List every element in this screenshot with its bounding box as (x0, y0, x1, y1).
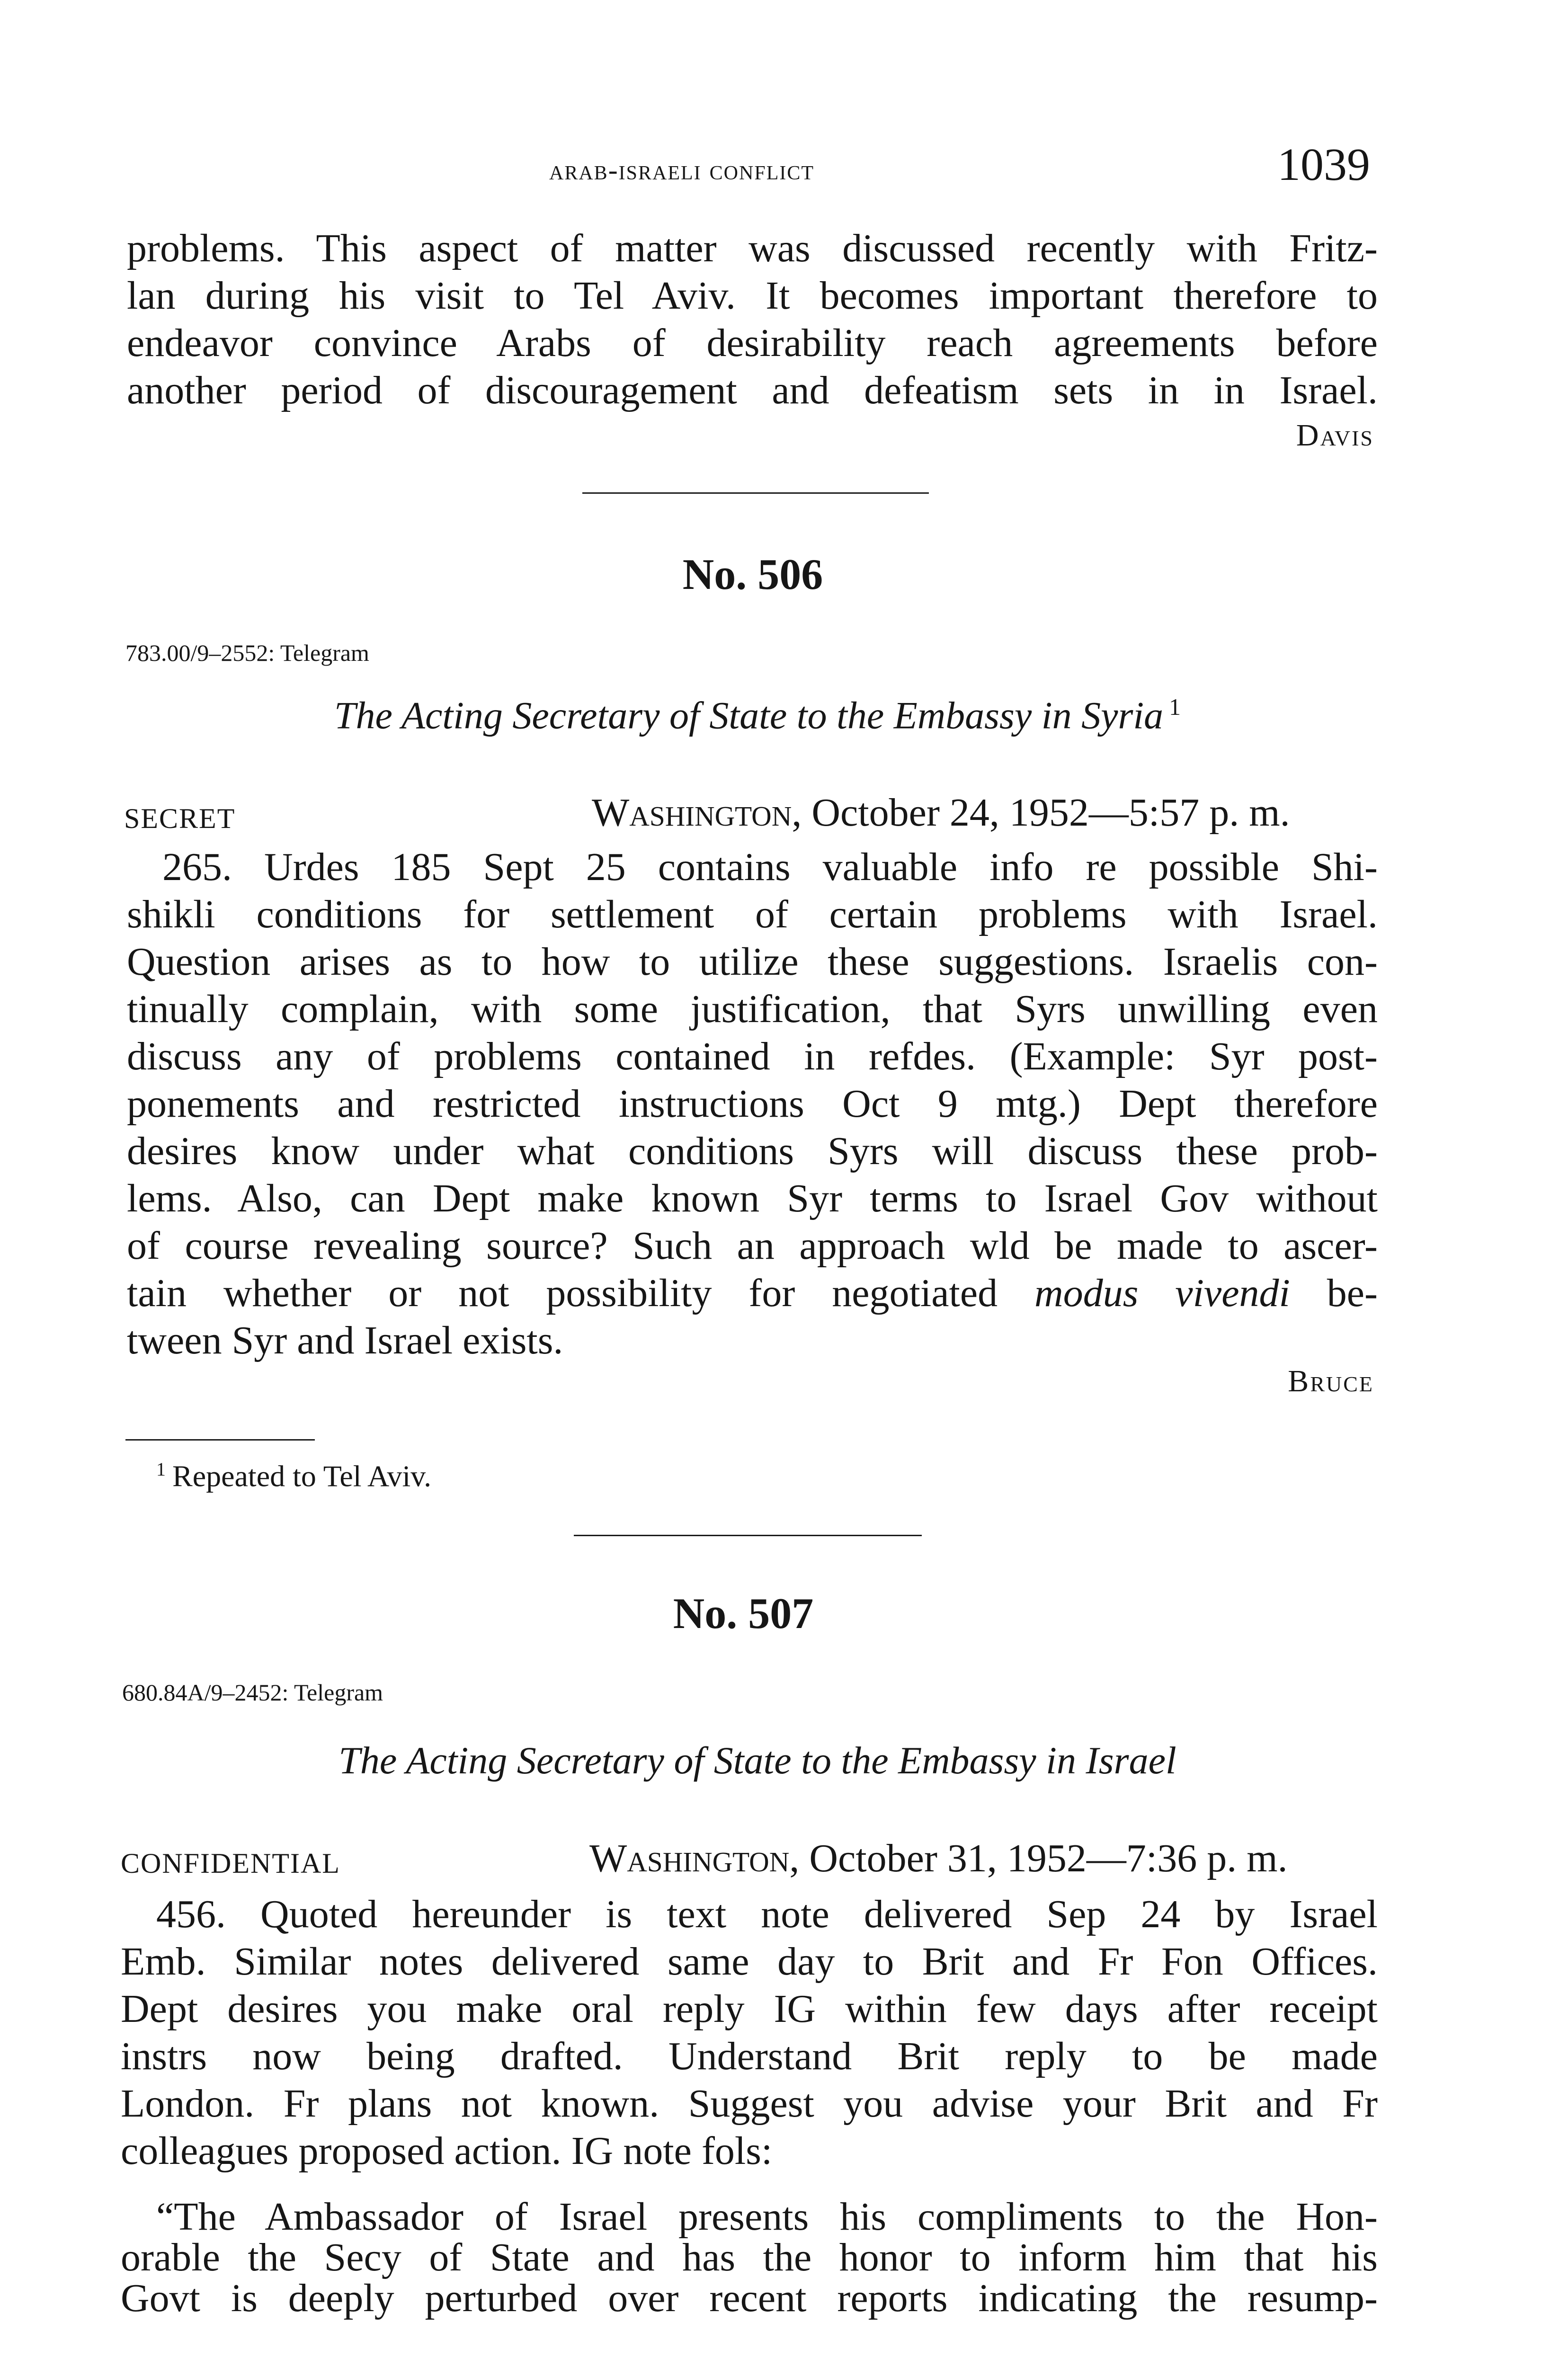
doc507-line-2: Emb. Similar notes delivered same day to Brit and Fr Fon Offices. (121, 1940, 1378, 1984)
doc506-line-9: of course revealing source? Such an approach wld be made to ascer- (127, 1224, 1378, 1268)
doc506-line-1: 265. Urdes 185 Sept 25 contains valuable info re possible Shi- (162, 845, 1378, 889)
doc507-classification: CONFIDENTIAL (121, 1848, 340, 1879)
doc507-line-5: London. Fr plans not known. Suggest you advise your Brit and Fr (121, 2082, 1378, 2126)
continuation-line-2: lan during his visit to Tel Aviv. It becomes important therefore to (127, 274, 1378, 318)
doc506-line-10-start: tain whether or not possibility for negotiated (127, 1271, 998, 1315)
section-divider-2 (574, 1535, 922, 1536)
doc506-footnote (156, 1458, 431, 1494)
doc507-title: The Acting Secretary of State to the Embassy in Israel (339, 1739, 1176, 1782)
doc507-line-4: instrs now being drafted. Understand Brit reply to be made (121, 2034, 1378, 2078)
doc506-title (189, 693, 1326, 738)
doc507-quote-line-3: Govt is deeply perturbed over recent reports indicating the resump- (121, 2276, 1378, 2320)
doc506-footnote-number: 1 (156, 1459, 166, 1480)
doc506-line-7: desires know under what conditions Syrs will discuss these prob- (127, 1129, 1378, 1173)
doc507-quote-line-2: orable the Secy of State and has the honor to inform him that his (121, 2235, 1378, 2279)
doc506-line-4: tinually complain, with some justification, that Syrs unwilling even (127, 987, 1378, 1031)
continuation-paragraph (127, 225, 1378, 414)
doc507-line-1: 456. Quoted hereunder is text note delivered Sep 24 by Israel (156, 1892, 1378, 1936)
doc506-signature: Bruce (1288, 1364, 1374, 1398)
doc507-file-reference: 680.84A/9–2452: Telegram (122, 1679, 383, 1706)
continuation-line-1: problems. This aspect of matter was discussed recently with Fritz- (127, 226, 1378, 270)
doc506-latin-phrase: modus vivendi (1034, 1271, 1290, 1315)
doc507-dateline (589, 1835, 1288, 1881)
doc506-line-11: tween Syr and Israel exists. (127, 1318, 563, 1362)
continuation-line-3: endeavor convince Arabs of desirability reach agreements before (127, 321, 1378, 365)
doc506-body (127, 844, 1378, 1364)
doc506-file-reference: 783.00/9–2552: Telegram (125, 640, 369, 666)
continuation-line-4: another period of discouragement and defeatism sets in in Israel. (127, 368, 1378, 412)
doc506-dateline (592, 790, 1290, 836)
doc506-line-5: discuss any of problems contained in refdes. (Example: Syr post- (127, 1034, 1378, 1078)
doc506-footnote-text: Repeated to Tel Aviv. (172, 1459, 432, 1493)
doc506-line-8: lems. Also, can Dept make known Syr terms to Israel Gov without (127, 1176, 1378, 1220)
doc507-dateline-date: October 31, 1952—7:36 p. m. (809, 1836, 1288, 1880)
doc506-line-3: Question arises as to how to utilize these suggestions. Israelis con- (127, 940, 1378, 984)
doc506-line-10 (127, 1270, 1378, 1317)
running-head-title: arab-israeli conflict (549, 154, 815, 186)
doc507-number: No. 507 (673, 1589, 814, 1637)
continuation-signature: Davis (1296, 418, 1374, 453)
doc506-line-2: shikli conditions for settlement of certain problems with Israel. (127, 892, 1378, 936)
doc506-dateline-place: Washington, (592, 791, 802, 835)
doc507-line-3: Dept desires you make oral reply IG within few days after receipt (121, 1987, 1378, 2031)
doc506-number: No. 506 (682, 550, 823, 598)
doc506-line-10-end: be- (1327, 1271, 1378, 1315)
doc507-quoted-note (121, 2197, 1378, 2319)
doc506-line-6: ponements and restricted instructions Oct 9 mtg.) Dept therefore (127, 1082, 1378, 1126)
doc507-quote-line-1: “The Ambassador of Israel presents his compliments to the Hon- (156, 2195, 1378, 2239)
doc506-title-text: The Acting Secretary of State to the Embassy in Syria (334, 694, 1164, 737)
doc507-line-6: colleagues proposed action. IG note fols: (121, 2129, 773, 2173)
doc506-dateline-date: October 24, 1952—5:57 p. m. (811, 791, 1290, 835)
doc507-body (121, 1891, 1378, 2175)
doc506-classification: SECRET (124, 803, 236, 834)
section-divider-1 (582, 492, 929, 494)
doc506-footnote-marker: 1 (1169, 694, 1181, 720)
page-number: 1039 (1277, 139, 1370, 190)
doc507-dateline-place: Washington, (589, 1836, 800, 1880)
footnote-rule (125, 1439, 315, 1441)
